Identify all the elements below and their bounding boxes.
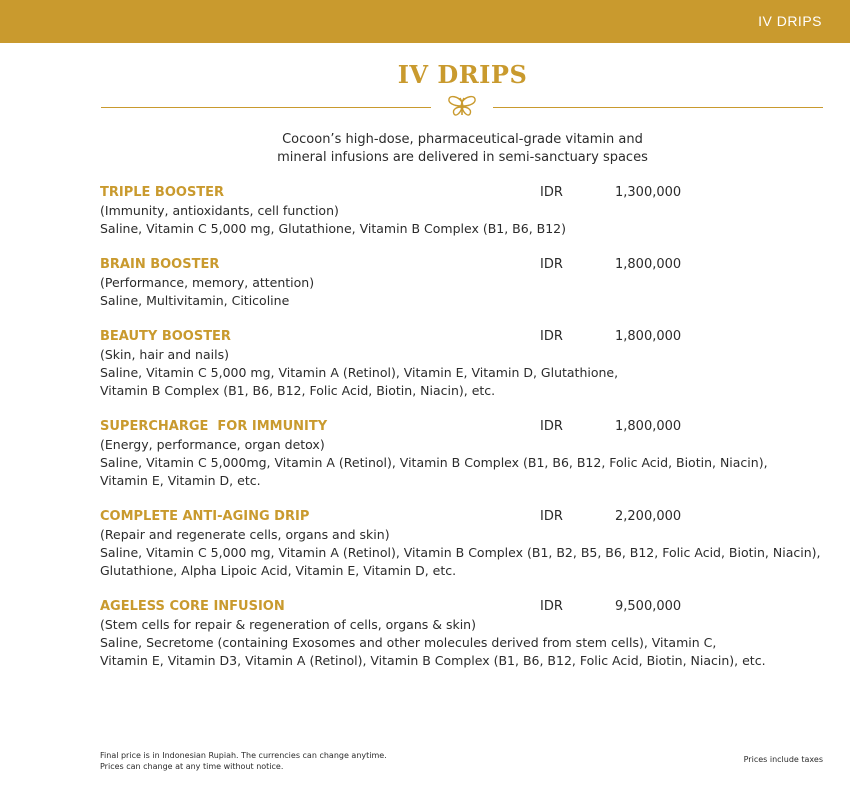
item-price: 1,300,000 <box>615 185 682 200</box>
item-purpose: (Performance, memory, attention) <box>100 275 315 290</box>
price-disclaimer <box>100 750 387 772</box>
menu-item <box>100 418 830 490</box>
divider-right <box>493 107 823 108</box>
item-price: 1,800,000 <box>615 329 682 344</box>
item-name: BRAIN BOOSTER <box>100 257 220 272</box>
page-title: IV DRIPS <box>397 60 528 89</box>
intro-text <box>0 131 850 167</box>
item-currency: IDR <box>540 329 563 344</box>
item-ingredients: Glutathione, Alpha Lipoic Acid, Vitamin E, Vitamin D, etc. <box>100 563 457 578</box>
disclaimer-line-1: Final price is in Indonesian Rupiah. The currencies can change anytime. <box>100 751 387 760</box>
item-ingredients: Saline, Vitamin C 5,000 mg, Vitamin A (Retinol), Vitamin B Complex (B1, B2, B5, B6, B12, Folic Acid, Biotin, Niacin), <box>100 545 821 560</box>
item-currency: IDR <box>540 419 563 434</box>
divider-left <box>101 107 431 108</box>
item-ingredients: Vitamin E, Vitamin D3, Vitamin A (Retinol), Vitamin B Complex (B1, B6, B12, Folic Acid, Biotin, Niacin), etc. <box>100 653 766 668</box>
item-name: AGELESS CORE INFUSION <box>100 599 285 614</box>
item-purpose: (Energy, performance, organ detox) <box>100 437 325 452</box>
tax-note: Prices include taxes <box>743 755 823 764</box>
item-ingredients: Saline, Vitamin C 5,000 mg, Vitamin A (Retinol), Vitamin E, Vitamin D, Glutathione, <box>100 365 619 380</box>
item-purpose: (Repair and regenerate cells, organs and skin) <box>100 527 390 542</box>
item-ingredients: Vitamin B Complex (B1, B6, B12, Folic Acid, Biotin, Niacin), etc. <box>100 383 496 398</box>
menu-item <box>100 328 830 400</box>
item-ingredients: Vitamin E, Vitamin D, etc. <box>100 473 261 488</box>
item-price: 1,800,000 <box>615 257 682 272</box>
item-ingredients: Saline, Multivitamin, Citicoline <box>100 293 290 308</box>
item-purpose: (Stem cells for repair & regeneration of cells, organs & skin) <box>100 617 476 632</box>
header-bar <box>0 0 850 43</box>
intro-line-1: Cocoon’s high-dose, pharmaceutical-grade vitamin and <box>282 132 643 147</box>
menu-item <box>100 256 830 310</box>
item-price: 9,500,000 <box>615 599 682 614</box>
item-name: COMPLETE ANTI-AGING DRIP <box>100 509 310 524</box>
item-purpose: (Skin, hair and nails) <box>100 347 229 362</box>
item-price: 1,800,000 <box>615 419 682 434</box>
butterfly-icon <box>446 95 478 119</box>
menu-item <box>100 598 830 670</box>
disclaimer-line-2: Prices can change at any time without notice. <box>100 762 284 771</box>
item-currency: IDR <box>540 185 563 200</box>
menu-item <box>100 184 830 238</box>
item-currency: IDR <box>540 257 563 272</box>
intro-line-2: mineral infusions are delivered in semi-sanctuary spaces <box>277 150 648 165</box>
menu-item <box>100 508 830 580</box>
item-currency: IDR <box>540 599 563 614</box>
item-name: TRIPLE BOOSTER <box>100 185 225 200</box>
item-ingredients: Saline, Vitamin C 5,000mg, Vitamin A (Retinol), Vitamin B Complex (B1, B6, B12, Folic Acid, Biotin, Niacin), <box>100 455 768 470</box>
item-purpose: (Immunity, antioxidants, cell function) <box>100 203 339 218</box>
item-ingredients: Saline, Secretome (containing Exosomes and other molecules derived from stem cells), Vitamin C, <box>100 635 717 650</box>
item-name: BEAUTY BOOSTER <box>100 329 231 344</box>
item-ingredients: Saline, Vitamin C 5,000 mg, Glutathione, Vitamin B Complex (B1, B6, B12) <box>100 221 567 236</box>
section-label: IV DRIPS <box>758 13 822 29</box>
item-name: SUPERCHARGE FOR IMMUNITY <box>100 419 328 434</box>
item-currency: IDR <box>540 509 563 524</box>
item-price: 2,200,000 <box>615 509 682 524</box>
